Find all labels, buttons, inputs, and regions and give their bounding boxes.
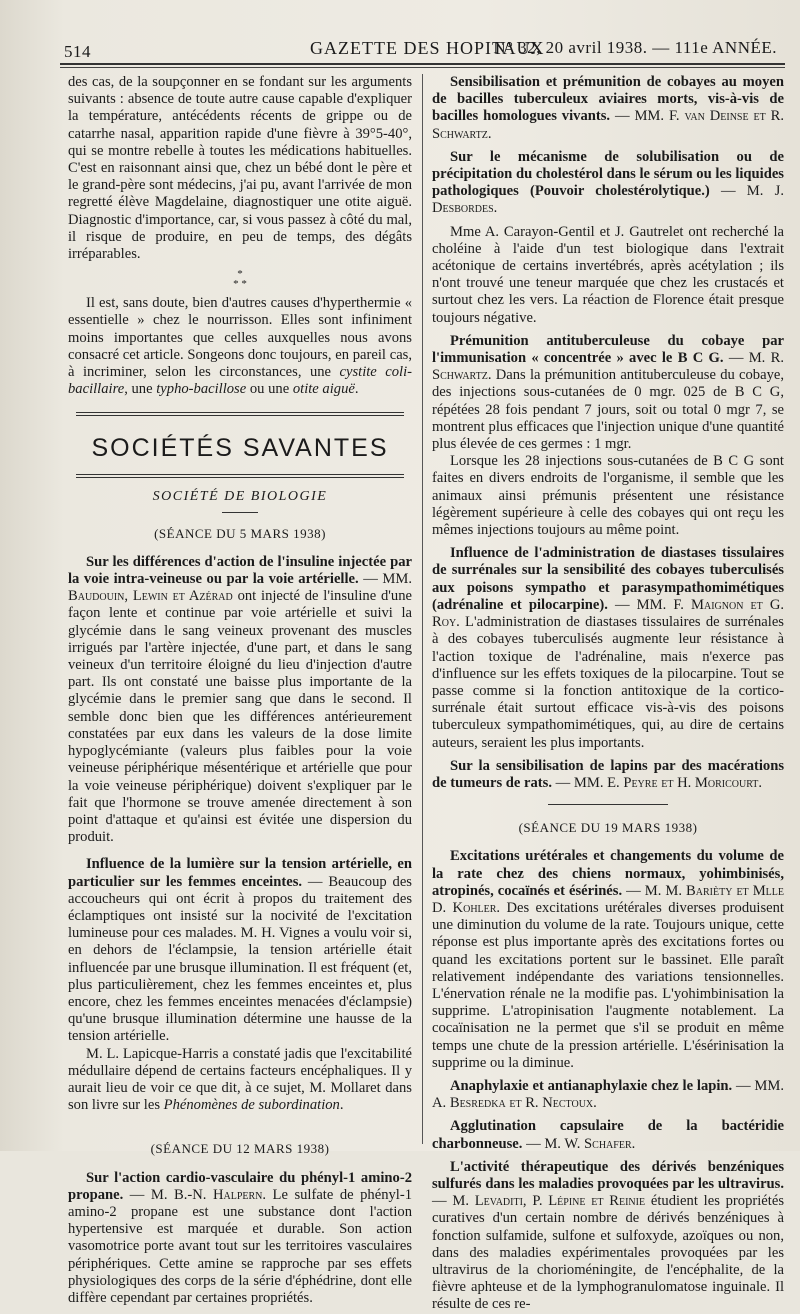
- section-stars: * * *: [233, 268, 247, 291]
- article-sensibilisation: Sensibilisation et prémunition de cobayes au moyen de bacilles tuberculeux aviaires morts, vis-à-vis de bacilles homologues vivants. — MM. F. van Deinse et R. Schwartz.: [432, 74, 784, 142]
- short-rule: [222, 512, 258, 513]
- section-double-rule: [76, 412, 404, 416]
- separator-rule: [548, 804, 668, 805]
- issue-info: N° 32, 20 avril 1938. — 111e ANNÉE.: [493, 38, 777, 57]
- page-number: 514: [64, 42, 91, 61]
- seance-date-2: (SÉANCE DU 12 MARS 1938): [150, 1141, 330, 1157]
- article-diastases: Influence de l'administration de diastases tissulaires de surrénales sur la sensibilité des cobayes tuberculisés aux poisons sympatho et parasympathomimétiques (adrénaline et pilocarpine). — MM. F. Maignon et G. Roy. L'administration de diastases tissulaires de surrénales à des cobayes tuberculisés augmente leur résistance à l'action toxique de l'adrénaline, mais n'exerce pas d'influence sur les effets toxiques de la pilocarpine. Tout se passe comme si la fonction antitoxique de la cortico-surrénale était surtout efficace vis-à-vis des poisons tuberculeux sympathomimétiques, qui, au dire de certains auteurs, seraient les plus importants.: [432, 545, 785, 751]
- seance-date-3: (SÉANCE DU 19 MARS 1938): [518, 820, 698, 836]
- article-agglutination: Agglutination capsulaire de la bactéridie charbonneuse. — M. W. Schafer.: [432, 1118, 784, 1152]
- article-premunition-cont: Lorsque les 28 injections sous-cutanées de B C G sont faites en divers endroits de l'organisme, il semble que les animaux ainsi prémunis présentent une résistance légèrement supérieure à celle des cobayes qui ont reçu les mêmes injections toujours au même point.: [432, 453, 784, 539]
- column-divider: [422, 74, 423, 1144]
- article-benzeniques: L'activité thérapeutique des dérivés benzéniques sulfurés dans les maladies provoquées par les ultravirus. — M. Levaditi, P. Lépine et Reinie étudient les propriétés curatives d'un certain nombre de dérivés benzéniques à fonction sulfamide, sulfone et sulfoxyde, azoïques ou non, dans des maladies expérimentales provoquées par les ultravirus de la chorioméningite, de l'encéphalite, de la fièvre aphteuse et de la lymphogranulomatose inguinale. Il résulte de ces re-: [432, 1158, 784, 1313]
- header-rule-thin: [60, 67, 785, 68]
- page-header: [60, 36, 785, 64]
- society-name: SOCIÉTÉ DE BIOLOGIE: [152, 489, 328, 505]
- right-column: [432, 74, 784, 1314]
- article-cholesterol: Sur le mécanisme de solubilisation ou de précipitation du cholestérol dans le sérum ou les liquides pathologiques (Pouvoir cholestérolytique.) — M. J. Desbordes.: [432, 148, 784, 217]
- closing-paragraph: Il est, sans doute, bien d'autres causes d'hyperthermie « essentielle » chez le nourrisson. Elles sont infiniment moins importantes que celles auxquelles nous avons consacré cet article. Songeons donc toujours, en pareil cas, à incriminer, selon les circonstances, une cystite coli-bacillaire, une typho-bacillose ou une otite aiguë.: [68, 295, 412, 398]
- journal-title: GAZETTE DES HOPITAUX: [310, 38, 545, 58]
- article-choleine: Mme A. Carayon-Gentil et J. Gautrelet ont recherché la choléine à l'aide d'un test biologique dans l'extrait acétonique de certains invertébrés, après acétylation ; ils n'ont trouvé une teneur marquée que chez les crustacés et surtout chez les vers. La réaction de Florence était presque toujours négative.: [432, 223, 784, 326]
- article-lapins: Sur la sensibilisation de lapins par des macérations de tumeurs de rats. — MM. E. Peyre et H. Moricourt.: [432, 757, 784, 791]
- article-cardio: Sur l'action cardio-vasculaire du phényl-1 amino-2 propane. — M. B.-N. Halpern. Le sulfate de phényl-1 amino-2 propane est une substance dont l'action hypertensive est marquée et durable. Son action vasomotrice porte avant tout sur les territoires vasculaires périphériques. Cette amine se rapproche par ses effets physiologiques des corps de la série d'éphédrine, dont elle diffère cependant par certaines propriétés.: [68, 1169, 412, 1306]
- section-title: SOCIÉTÉS SAVANTES: [91, 434, 389, 463]
- article-insuline: Sur les différences d'action de l'insuline injectée par la voie intra-veineuse ou par la voie artérielle. — MM. Baudouin, Lewin et Azérad ont injecté de l'insuline d'une façon lente et continue par voie artérielle et suivi la glycémie dans le sang veineux provenant des muscles irrigués par l'artère injectée, d'une part, et dans le sang veineux d'un territoire éloigné du lieu d'injection d'autre part. Ils ont constaté une baisse plus importante de la glycémie dans le premier sang que dans le second. Il semble donc bien que les différences antérieurement constatées par eux dans les valeurs de la dose limite hypoglycémiante (valeurs plus faibles pour la voie veineuse périphérique mésentérique et artérielle que pour la voie veineuse périphérique) doivent s'expliquer par le fait que l'hormone se trouve amenée directement à son point d'attaque et qu'ainsi est évitée une dispersion du produit.: [68, 553, 412, 846]
- section-double-rule-2: [76, 474, 404, 478]
- article-anaphylaxie: Anaphylaxie et antianaphylaxie chez le lapin. — MM. A. Besredka et R. Nectoux.: [432, 1077, 785, 1112]
- article-premunition: Prémunition antituberculeuse du cobaye par l'immunisation « concentrée » avec le B C G. — M. R. Schwartz. Dans la prémunition antituberculeuse du cobaye, des injections sous-cutanées de 0 mgr. 025 de B C G, répétées 28 fois pendant 7 jours, soit ou total 0 mgr 7, se montrent plus efficaces que l'injection unique d'une quantité plus élevée de ces germes : 1 mgr.: [432, 332, 784, 453]
- article-lumiere-cont: M. L. Lapicque-Harris a constaté jadis que l'excitabilité médullaire dépend de certains facteurs encéphaliques. Il y aurait lieu de voir ce que dit, à ce sujet, M. Mollaret dans son livre sur les Phénomènes de subordination.: [68, 1045, 412, 1114]
- intro-paragraph: des cas, de la soupçonner en se fondant sur les arguments suivants : absence de toute autre cause capable d'expliquer la température, antécédents récents de grippe ou de catarrhe nasal, apparition rapide d'une fièvre à 39°5-40°, qui se montre rebelle à toutes les médications habituelles. C'est en raisonnant ainsi que, chez un bébé dont le père et le grand-père sont médecins, j'ai pu, avant l'arrivée de mon regretté élève Magdelaine, diagnostiquer une otite aiguë. Diagnostic d'importance, car, si vous passez à côté du mal, il risque de produire, en peu de temps, des dégâts irréparables.: [68, 74, 412, 263]
- header-rule: [60, 63, 785, 65]
- seance-date-1: (SÉANCE DU 5 MARS 1938): [154, 525, 326, 541]
- article-lumiere: Influence de la lumière sur la tension artérielle, en particulier sur les femmes enceintes. — Beaucoup des accoucheurs qui ont écrit à propos du traitement des éclamptiques ont insisté sur la nocivité de l'excitation lumineuse pour ces malades. M. H. Vignes a voulu voir si, en dehors de l'éclampsie, la tension artérielle était influencée par une brusque illumination. Il est fréquent (et, plus particulièrement, chez les femmes enceintes et, plus encore, chez les femmes enceintes menacées d'éclampsie) qu'une brusque illumination détermine une hausse de la tension artérielle.: [68, 856, 412, 1045]
- left-column: [68, 74, 412, 1307]
- article-excitations: Excitations urétérales et changements du volume de la rate chez des chiens normaux, yohimbinisés, atropinés, cocaïnés et ésérinés. — M. M. Barièty et Mlle D. Kohler. Des excitations urétérales diverses produisent une diminution du volume de la rate. Toujours unique, cette réponse est plus importante après des excitations fortes ou quand les excitations portent sur le bassinet. Elle paraît relativement indépendante des variations tensionnelles. L'énervation rénale ne la modifie pas. L'yohimbinisation la supprime. L'atropinisation l'augmente notablement. La cocaïnisation ne la permet que s'il se produit en même temps une chute de la pression artérielle. L'ésérinisation la supprime ou la diminue.: [432, 848, 784, 1071]
